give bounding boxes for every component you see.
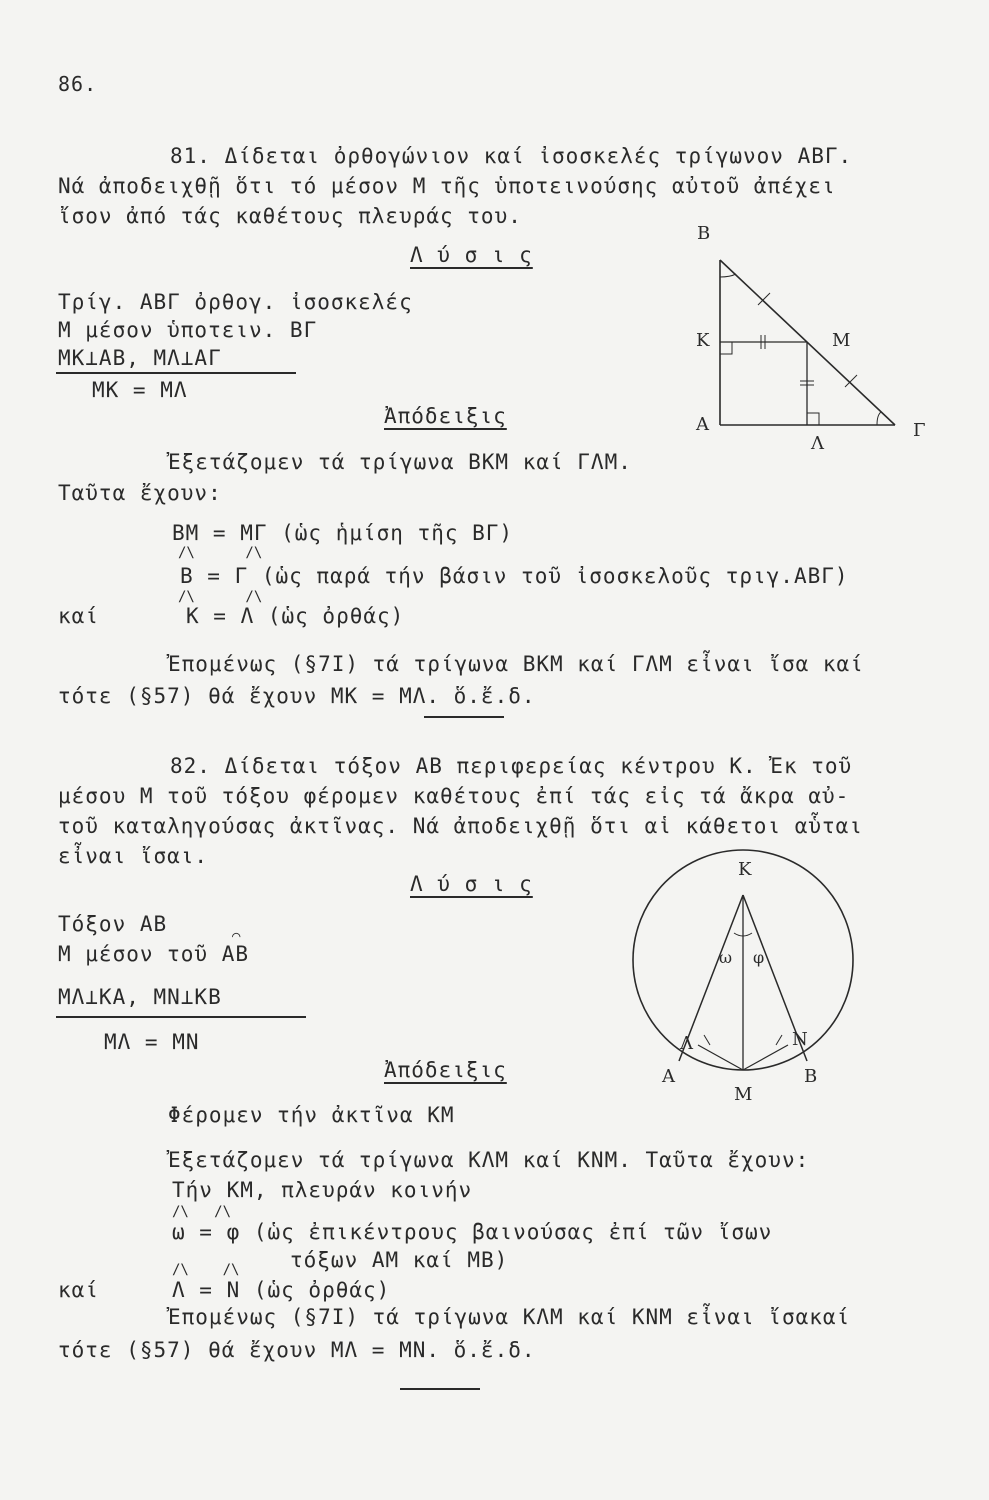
p81-label-l: Λ xyxy=(811,433,824,454)
p81-proof-line-6: Ἐπομένως (§7Ι) τά τρίγωνα ΒΚΜ καί ΓΛΜ εἶναι ἴσα καί xyxy=(168,652,864,676)
p82-label-n: Ν xyxy=(792,1029,808,1050)
p82-given-line-3: ΜΛ⊥ΚΑ, ΜΝ⊥ΚΒ xyxy=(58,985,222,1009)
p81-end-rule xyxy=(424,716,504,718)
p82-label-b: Β xyxy=(804,1066,818,1087)
p82-proof-heading: Ἀπόδειξις xyxy=(384,1058,507,1082)
p82-end-rule xyxy=(400,1388,480,1390)
p81-angle-hat-marks-1: /\ /\ xyxy=(178,545,263,561)
p82-proof-line-7: Ἐπομένως (§7Ι) τά τρίγωνα ΚΛΜ καί ΚΝΜ εἶναι ἴσακαί xyxy=(168,1305,851,1329)
p82-given-rule xyxy=(56,1016,306,1018)
p81-proof-line-4: Β = Γ (ὡς παρά τήν βάσιν τοῦ ἰσοσκελοῦς τριγ.ΑΒΓ) xyxy=(180,564,849,588)
p81-proof-line-2: Ταῦτα ἔχουν: xyxy=(58,481,222,505)
p81-proof-line-5: Κ = Λ (ὡς ὀρθάς) xyxy=(186,604,405,628)
p81-proof-heading: Ἀπόδειξις xyxy=(384,404,507,428)
p82-proof-line-8: τότε (§57) θά ἔχουν ΜΛ = ΜΝ. ὅ.ἔ.δ. xyxy=(58,1338,536,1362)
p81-proof-line-1: Ἐξετάζομεν τά τρίγωνα ΒΚΜ καί ΓΛΜ. xyxy=(168,450,632,474)
p81-given-rule xyxy=(56,372,296,374)
p82-kai: καί xyxy=(58,1278,99,1302)
p82-proof-line-4: ω = φ (ὡς ἐπικέντρους βαινούσας ἐπί τῶν ἴσων xyxy=(172,1220,773,1244)
p82-label-m: Μ xyxy=(734,1084,753,1105)
p81-to-prove: ΜΚ = ΜΛ xyxy=(92,378,188,402)
p81-angle-hat-marks-2: /\ /\ xyxy=(178,589,263,605)
p82-proof-line-5: τόξων ΑΜ καί ΜΒ) xyxy=(290,1248,509,1272)
p81-given-line-1: Τρίγ. ΑΒΓ ὀρθογ. ἰσοσκελές xyxy=(58,290,413,314)
p82-statement-line-2: μέσου Μ τοῦ τόξου φέρομεν καθέτους ἐπί τάς εἰς τά ἄκρα αὐ- xyxy=(58,784,850,808)
p82-label-phi: φ xyxy=(753,948,765,967)
p81-proof-line-7: τότε (§57) θά ἔχουν ΜΚ = ΜΛ. ὅ.ἔ.δ. xyxy=(58,684,536,708)
p81-solution-heading: Λ ύ σ ι ς xyxy=(410,243,533,267)
p82-proof-line-1: Φέρομεν τήν ἀκτῖνα ΚΜ xyxy=(168,1103,455,1127)
p82-label-omega: ω xyxy=(719,948,733,967)
p82-label-l: Λ xyxy=(680,1033,693,1054)
p82-label-a: Α xyxy=(662,1066,675,1087)
p82-statement-line-1: 82. Δίδεται τόξον ΑΒ περιφερείας κέντρου Κ. Ἐκ τοῦ xyxy=(170,754,853,778)
p81-statement-line-3: ἴσον ἀπό τάς καθέτους πλευράς του. xyxy=(58,204,522,228)
p82-given-line-1: Τόξον ΑΒ xyxy=(58,912,168,936)
p81-label-b: Β xyxy=(697,223,711,244)
p81-label-k: Κ xyxy=(696,330,710,351)
p82-proof-line-3: Τήν ΚΜ, πλευράν κοινήν xyxy=(172,1178,473,1202)
p82-angle-hat-marks-2: /\ /\ xyxy=(172,1262,240,1278)
p82-label-k: Κ xyxy=(738,859,752,880)
p82-solution-heading: Λ ύ σ ι ς xyxy=(410,872,533,896)
p82-proof-line-2: Ἐξετάζομεν τά τρίγωνα ΚΛΜ καί ΚΝΜ. Ταῦτα ἔχουν: xyxy=(168,1148,810,1172)
p82-circle-figure xyxy=(630,835,870,1115)
p81-statement-line-1: 81. Δίδεται ὀρθογώνιον καί ἰσοσκελές τρίγωνον ΑΒΓ. xyxy=(170,144,853,168)
page-number: 86. xyxy=(58,72,98,96)
p82-statement-line-4: εἶναι ἴσαι. xyxy=(58,844,209,868)
p81-triangle-figure xyxy=(680,215,950,465)
p82-proof-line-6: Λ = Ν (ὡς ὀρθάς) xyxy=(172,1278,391,1302)
p82-to-prove: ΜΛ = ΜΝ xyxy=(104,1030,200,1054)
p82-statement-line-3: τοῦ καταληγούσας ἀκτῖνας. Νά ἀποδειχθῇ ὅτι αἱ κάθετοι αὗται xyxy=(58,814,863,838)
p81-label-a: Α xyxy=(696,414,709,435)
p81-given-line-3: ΜΚ⊥ΑΒ, ΜΛ⊥ΑΓ xyxy=(58,346,222,370)
p81-given-line-2: Μ μέσον ὑποτειν. ΒΓ xyxy=(58,318,318,342)
p81-proof-line-3: ΒΜ = ΜΓ (ὡς ἡμίση τῆς ΒΓ) xyxy=(172,521,514,545)
p82-angle-hat-marks-1: /\ /\ xyxy=(172,1204,232,1220)
p82-given-line-2: Μ μέσον τοῦ ΑΒ xyxy=(58,942,250,966)
p82-arc-mark: ⌒ xyxy=(232,928,242,944)
p81-kai: καί xyxy=(58,604,99,628)
p81-label-m: Μ xyxy=(832,330,851,351)
p81-statement-line-2: Νά ἀποδειχθῇ ὅτι τό μέσον Μ τῆς ὑποτεινούσης αὐτοῦ ἀπέχει xyxy=(58,174,836,198)
p81-label-g: Γ xyxy=(913,420,926,441)
